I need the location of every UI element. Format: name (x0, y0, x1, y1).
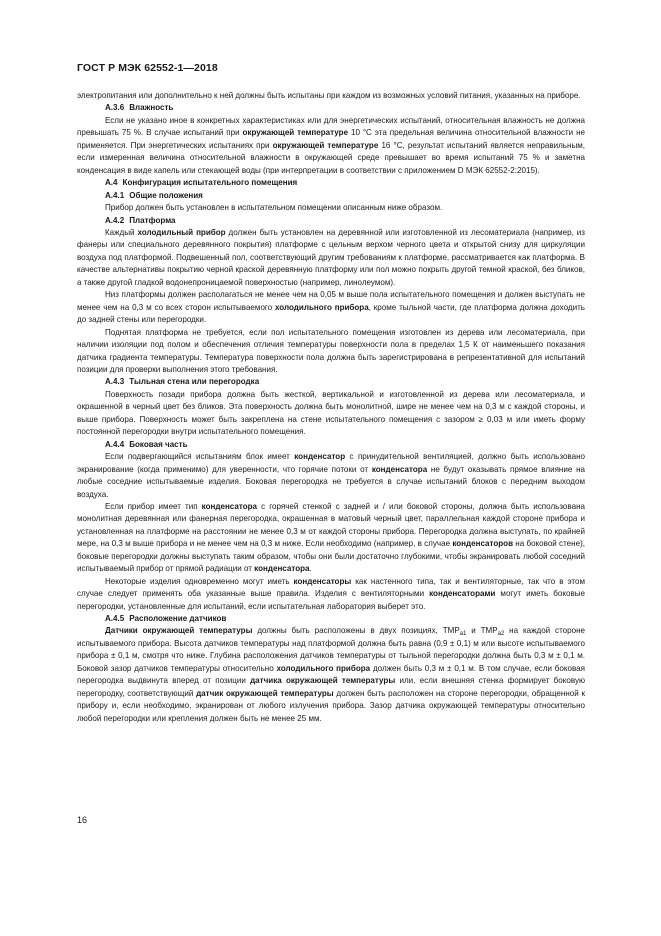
section-title: Общие положения (129, 190, 203, 200)
paragraph-platform-height (77, 289, 585, 326)
term-refrigerating-appliance: холодильный прибор (137, 227, 226, 237)
term-ambient-temperature-sensor: датчика окружающей температуры (250, 676, 396, 686)
term-condensers: конденсаторами (429, 589, 496, 599)
paragraph-general: Прибор должен быть установлен в испытательном помещении описанным ниже образом. (105, 203, 443, 213)
paragraph-power-supply: электропитания или дополнительно к ней должны быть испытаны при каждом из возможных условий питания, указанных на приборе. (77, 91, 581, 100)
text-run: Каждый (105, 227, 138, 237)
subscript: a1 (459, 631, 467, 638)
page-number: 16 (77, 815, 88, 825)
paragraph-humidity (77, 115, 585, 177)
text-run: , кроме тыльной части, где платформа должна доходить до задней стены или перегородки. (77, 302, 585, 325)
text-run: 10 °С эта предельная величина относительной влажности не применяется. При энергетических испытаниях при (77, 128, 585, 150)
text-run: Некоторые изделия одновременно могут иметь (105, 576, 294, 586)
section-number: А.4.4 (105, 439, 125, 449)
paragraph-side-hot-wall (77, 501, 585, 576)
paragraph-sensors (77, 625, 585, 725)
term-condenser: конденсатора (201, 501, 258, 511)
text-run: 16 °С, результат испытаний является неправильным, если измеренная величина относительной влажности в окружающей среде превышает во время испытаний 75 % и заметна конденсация в виде капель или стекающей воды (при интерпретации в соответствии с приложением D МЭК 62552-2:2015). (77, 140, 585, 175)
term-ambient-temperature: окружающей температуре (242, 128, 349, 138)
text-run: на каждой стороне испытываемого прибора. Высота датчиков температуры над платформой должна быть равна (0,9 ± 0,1) м или высоте испытываемого прибора ± 0,1 м, смотря что ниже. Глубина расположения датчиков температуры от тыльной перегородки должна быть 0,3 м ± 0,1 м. Боковой зазор датчиков температуры относительно (77, 626, 586, 673)
term-condenser: конденсатора (371, 464, 428, 474)
section-number: А.3.6 (105, 103, 125, 113)
section-title: Расположение датчиков (129, 614, 227, 624)
text-run: или, если внешняя стенка формирует боковую перегородку, соответствующий (77, 676, 585, 698)
section-number: А.4 (105, 178, 118, 188)
text-run: должен быть расположен на стороне перегородки, обращенной к прибору и, если необходимо, экранирован от любого излучения прибора. Зазор датчика окружающей температуры относительно любой перегородки или крепления должен быть не менее 25 мм. (77, 688, 585, 723)
section-heading-a36 (77, 102, 585, 114)
section-title: Конфигурация испытательного помещения (122, 178, 298, 188)
text-run: как настенного типа, так и вентиляторные, так что в этом случае следует применять оба указанные выше правила. Изделия с вентиляторными (77, 576, 585, 599)
section-number: А.4.3 (105, 377, 125, 387)
text-run: должен быть установлен на деревянной или изготовленной из лесоматериала (например, из фанеры или специального деревянного покрытия) платформе с цельным верхом черного цвета и открытой снизу для циркуляции воздуха под платформой. Подвешенный пол, соответствующий другим требованиям к платформе, рассматривается как платформа. В качестве альтернативы покрытию черной краской деревянную платформу или пол можно покрыть другой темной краской, без бликов, а также другой гладкой водонепроницаемой поверхностью (например, линолеумом). (77, 227, 585, 287)
term-refrigerating-appliance: холодильного прибора (276, 663, 371, 673)
term-condensers: конденсаторы (293, 576, 352, 586)
section-heading-a41 (77, 190, 585, 202)
section-heading-a42 (77, 215, 585, 227)
term-ambient-temperature-sensor: датчик окружающей температуры (196, 688, 334, 698)
text-run: Если не указано иное в конкретных характеристиках или для энергетических испытаний, относительная влажность не должна превышать 75 %. В случае испытаний при (77, 115, 585, 138)
document-body (77, 90, 585, 725)
section-title: Платформа (129, 215, 176, 225)
standard-header: ГОСТ Р МЭК 62552-1—2018 (77, 62, 218, 74)
paragraph-back-wall: Поверхность позади прибора должна быть жесткой, вертикальной и изготовленной из дерева или лесоматериала, и окрашенной в черный цвет без бликов. Эта поверхность должна быть монолитной, шире не менее чем на 0,3 м с каждой стороны, и выше прибора. Поверхность может быть закреплена на стене испытательного помещения с зазором ≥ 0,03 м или иметь форму постоянной перегородки внутри испытательного помещения. (77, 389, 585, 437)
text-run: могут иметь боковые перегородки, установленные для испытаний, если испытательная лаборатория выберет это. (77, 589, 585, 611)
term-condenser: конденсатор (294, 452, 346, 462)
term-condensers: конденсаторов (452, 539, 514, 549)
section-heading-a44 (77, 439, 585, 451)
section-heading-a4 (77, 177, 585, 189)
text-run: не будут оказывать прямое влияние на любые соседние испытываемые изделия. Боковая перегородка не требуется в случае испытаний блоков с передним выходом воздуха. (77, 464, 585, 499)
section-number: А.4.1 (105, 190, 125, 200)
text-run: Если подвергающийся испытаниям блок имеет (105, 452, 295, 462)
text-run: с горячей стенкой с задней и / или боковой стороны, должна быть использована монолитная деревянная или фанерная перегородка, окрашенная в матовый черный цвет, параллельная каждой стороне прибора и установленная на платформе на расстоянии не менее 0,3 м от каждой стороны прибора. Перегородка должна выступать, по крайней мере, на 0,3 м выше прибора и не менее чем на 0,3 м ниже. Если необходимо (например, в случае (77, 501, 585, 549)
text-run: с принудительной вентиляцией, должно быть использовано экранирование (когда применимо) для уверенности, что горячие потоки от (77, 452, 585, 474)
text-run: должен быть 0,3 м ± 0,1 м. В том случае, если боковая перегородка выдвинута вперед от позиции (77, 663, 585, 686)
paragraph-side-forced-condenser (77, 451, 585, 501)
paragraph-raised-platform: Поднятая платформа не требуется, если пол испытательного помещения изготовлен из дерева или лесоматериала, при наличии изоляции под полом и обеспечения отличия температуры поверхности пола в пределах 1,5 К от наименьшего показания датчика градиента температуры. Температура поверхности пола должна быть зарегистрирована в репрезентативной для испытаний позиции для проверки выполнения этого требования. (77, 327, 585, 374)
text-run: должны быть расположены в двух позициях, TMP (252, 626, 460, 636)
subscript: a2 (497, 631, 505, 638)
section-title: Боковая часть (129, 439, 188, 449)
section-title: Влажность (129, 103, 174, 113)
text-run: на боковой стене), боковые перегородки должны выступать таким образом, чтобы они были достаточно глубокими, чтобы экранировать любой соседний испытываемый прибор от прямой радиации от (77, 539, 585, 574)
text-run: и TMP (466, 626, 498, 636)
paragraph-platform (77, 227, 585, 289)
text-run: Если прибор имеет тип (105, 501, 202, 511)
term-ambient-temperature-sensors: Датчики окружающей температуры (105, 626, 253, 636)
term-condenser: конденсатора (254, 564, 310, 574)
term-refrigerating-appliance: холодильного прибора (275, 302, 369, 312)
paragraph-side-mixed (77, 576, 585, 613)
text-run: . (309, 564, 312, 574)
section-heading-a45 (77, 613, 585, 625)
section-number: А.4.2 (105, 215, 125, 225)
section-number: А.4.5 (105, 614, 125, 624)
term-ambient-temperature: окружающей температуре (272, 140, 379, 150)
section-title: Тыльная стена или перегородка (129, 377, 260, 387)
section-heading-a43 (77, 376, 585, 388)
text-run: Низ платформы должен располагаться не менее чем на 0,05 м выше пола испытательного помещения и должен выступать не менее чем на 0,3 м со всех сторон испытываемого (77, 290, 585, 312)
